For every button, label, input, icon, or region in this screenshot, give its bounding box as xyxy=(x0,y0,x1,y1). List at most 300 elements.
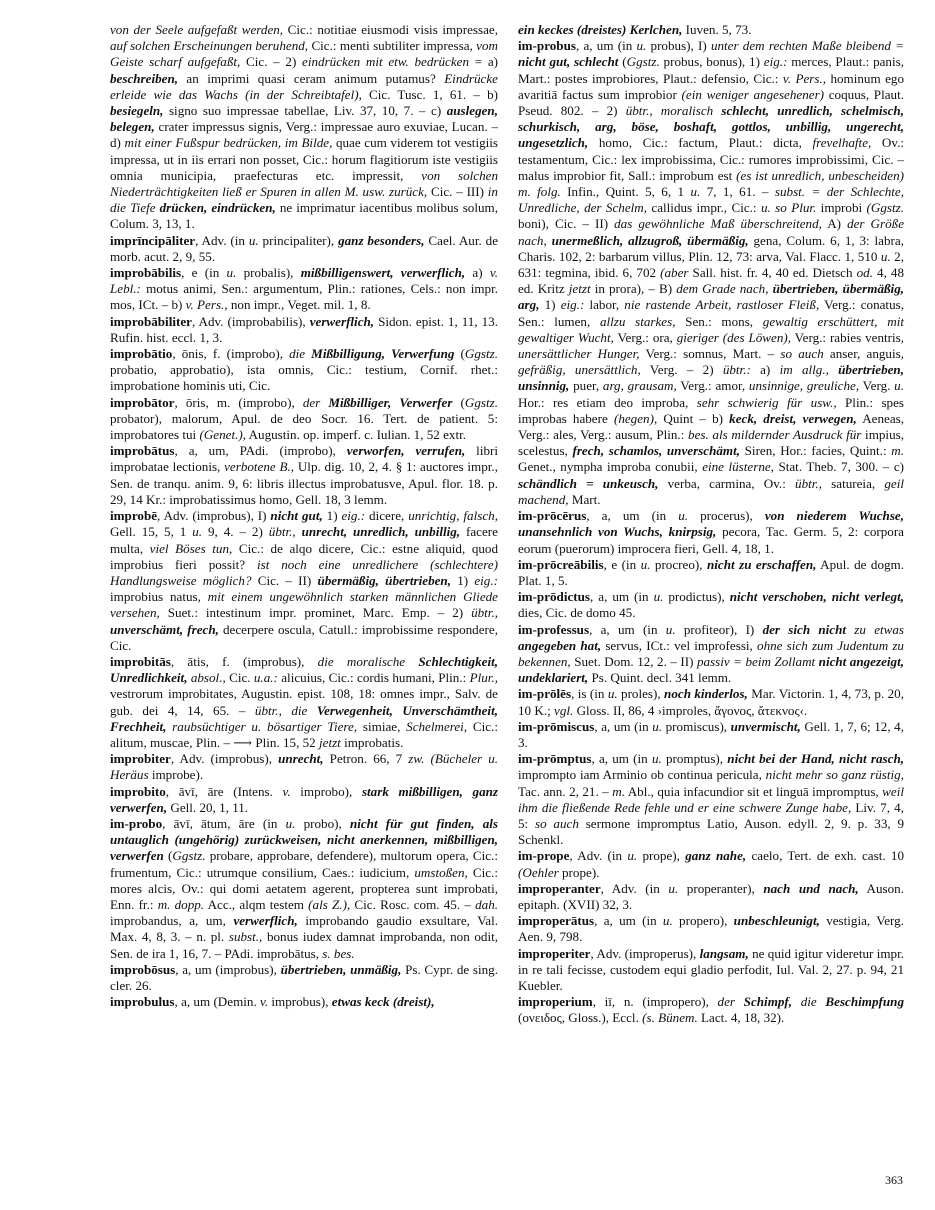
translation: verwerflich, xyxy=(233,913,298,929)
entry-text: , āvī, ātum, āre (in xyxy=(162,815,286,831)
entry-text: Liv. 7, 4, 5: xyxy=(518,799,904,831)
entry-improbabiliter xyxy=(110,314,498,346)
entry-text: callidus impr., Cic.: xyxy=(647,200,761,216)
entry-text: coquus, Plaut. Pseud. 802. – 2) xyxy=(518,86,904,119)
entry-text: probare, approbare, defendere), multorum opera, Cic.: frumentum, Cic.: utrumque consilium, Caes.: iudicium, xyxy=(110,848,498,880)
entry-improbito xyxy=(110,784,498,816)
entry-text: decerpere oscula, Catull.: improbissime respondere, Cic. xyxy=(110,621,498,653)
entry-text: ( xyxy=(452,394,465,410)
entry-text: proles), xyxy=(617,686,665,702)
translation: angegeben hat, xyxy=(518,637,602,653)
entry-text: 1) xyxy=(539,297,561,313)
entry-text: Cic. – 2) xyxy=(240,54,303,70)
entry-text: Cic. Rosc. com. 45. – xyxy=(350,896,476,912)
entry-text: Plin.: spes improbas habere xyxy=(518,394,904,426)
entry-text: Gloss. II, 86, 4 ›improles, ἄγονος, ἄτεκνος‹. xyxy=(573,702,808,718)
entry-improbitas xyxy=(110,654,498,751)
gloss: der xyxy=(717,994,736,1010)
gloss: m. xyxy=(612,783,625,799)
entry-text: Ps. Quint. decl. 341 lemm. xyxy=(588,670,732,686)
gloss: subst. = der Schlechte, Unredliche, der Schelm, xyxy=(518,184,904,216)
gloss: unrichtig, falsch, xyxy=(408,508,498,524)
entry-improbator xyxy=(110,395,498,444)
entry-text: , Adv. (improbabilis), xyxy=(191,313,310,329)
gloss: geil machend, xyxy=(518,475,904,507)
entry-text: Verg.: rabies ventris, xyxy=(791,329,904,345)
entry-text: Ulp. dig. 10, 2, 4. § 1: auctores impr., Sen. de tranqu. anim. 9, 6: libris illectus improbatusve, Apul. flor. 18. p. 29, 14 Kr.: improbatissimus homo, Gell. 18, 3 lemm. xyxy=(110,459,498,507)
entry-text: an imprimi quasi ceram animum putamus? xyxy=(178,70,445,86)
entry-text: 2, 631: tegmina, ibid. 6, 702 xyxy=(518,248,904,281)
entry-im-professus xyxy=(518,622,904,687)
gloss: übtr.: xyxy=(722,362,751,378)
headword: im-prōmptus xyxy=(518,751,592,767)
gloss: u. xyxy=(662,913,673,929)
headword: im-prope xyxy=(518,848,570,864)
gloss: die xyxy=(289,346,306,362)
entry-improperium xyxy=(518,994,904,1026)
entry-text: dicere, xyxy=(365,508,409,524)
entry-text: Mart. xyxy=(568,491,601,507)
entry-text: in prora), – B) xyxy=(590,281,677,297)
gloss: jetzt xyxy=(319,734,341,750)
translation: unverschämt, frech, xyxy=(110,621,219,637)
entry-text: ne quid igitur videretur impr. in re tali fecisse, custodem equi gladio perfodit, Iul. Val. 2, 27. p. 94, 21 Kuebler. xyxy=(518,945,904,993)
translation: nicht gut, schlecht xyxy=(518,54,619,70)
entry-text: prope). xyxy=(558,864,600,880)
headword: improbābilis xyxy=(110,265,182,281)
gloss: bes. als mildernder Ausdruck für xyxy=(688,427,862,443)
headword: improbātio xyxy=(110,346,173,362)
translation: übertrieben, übermäßig, arg, xyxy=(518,281,905,313)
entry-text: , ātis, f. (improbus), xyxy=(170,653,318,669)
gloss: mit einem ungewöhnlich starken männlichen Gliede versehen, xyxy=(110,589,498,621)
entry-text: Cic. xyxy=(225,670,254,686)
entry-text: quae cum viderem tot vestigiis impressa, ut in iis errari non posset, Cic.: horum flagitiorum iste vestigiis omnia municipia, praefecturas etc. impressit, xyxy=(110,135,499,183)
entry-text: crater impressus signis, Verg.: impressae auro exuviae, Lucan. – d) xyxy=(110,119,498,151)
entry-text: Verg.: ora, xyxy=(613,329,677,345)
translation: nicht gut, xyxy=(270,508,323,524)
entry-text: = a) xyxy=(469,54,498,70)
entry-text: Iuven. 5, 73. xyxy=(682,22,752,37)
entry-text: improbe). xyxy=(148,767,204,783)
entry-text: procreo), xyxy=(650,556,707,572)
entry-text: motus animi, Sen.: argumentum, Plin.: rationes, Cels.: non impr. mos, ICt. – b) xyxy=(110,281,498,313)
gloss: eig.: xyxy=(341,508,366,524)
gloss: u. xyxy=(894,378,904,394)
entry-text: , Adv. (improperus), xyxy=(590,945,700,961)
gloss: subst., xyxy=(228,929,263,945)
entry-text: Cic.: mores alcis, Ov.: qui domi aetatem agerent, propterea sunt improbati, Enn. fr.: xyxy=(110,864,498,912)
gloss: vgl. xyxy=(554,702,574,718)
entry-text: libri improbatae lectionis, xyxy=(110,443,498,475)
entry-continued xyxy=(518,22,904,38)
gloss: (Genet.), xyxy=(199,427,247,443)
gloss: Schelmerei, xyxy=(406,718,468,734)
headword: improbābiliter xyxy=(110,313,192,329)
entry-text: boni), Cic. – II) xyxy=(518,216,615,232)
entry-text: 4, 48 ed. Kritz xyxy=(518,265,905,297)
headword: improperanter xyxy=(518,880,601,896)
entry-im-prope xyxy=(518,848,904,880)
entry-text: Petron. 66, 7 xyxy=(323,751,409,767)
entry-text: 7, 1, 61. – xyxy=(700,184,775,200)
headword: improperiter xyxy=(518,945,591,961)
entry-improbe xyxy=(110,508,498,654)
entry-text: profiteor), I) xyxy=(675,621,763,637)
gloss: Ggstz. xyxy=(626,54,660,70)
entry-improbiter xyxy=(110,751,498,783)
translation: verwerflich, xyxy=(309,313,375,329)
entry-text: Sen.: mons, xyxy=(675,313,763,329)
translation: nicht angezeigt, undeklariert, xyxy=(518,653,905,686)
gloss: in die Tiefe xyxy=(110,184,498,216)
entry-text: , e (in xyxy=(181,265,227,281)
entry-text: , a, um (in xyxy=(575,38,637,54)
headword: improbito xyxy=(110,783,166,799)
entry-text: vestrorum improbitates, Augustin. epist. 108, 18: omnes impr., Salv. de gub. dei 4, 14, 65. – xyxy=(110,686,498,718)
gloss: u. xyxy=(653,589,664,605)
gloss: s. bes. xyxy=(322,945,355,961)
entry-text: Acc., alqm testem xyxy=(204,896,309,912)
entry-text: merces, Plaut.: panis, Mart.: postes improbiores, Plaut.: defensio, Cic.: xyxy=(518,54,904,86)
headword: im-prōcērus xyxy=(518,508,587,524)
translation: ganz besonders, xyxy=(338,232,425,248)
headword: im-prōmiscus xyxy=(518,718,595,734)
gloss: Ggstz. xyxy=(464,394,499,410)
gloss: u. xyxy=(665,621,676,637)
gloss: nicht mehr so ganz rüstig, xyxy=(765,767,904,783)
entry-text: principaliter), xyxy=(258,232,339,248)
entry-text: (ονειδος, Gloss.), Eccl. xyxy=(518,1010,643,1026)
gloss: von solchen Niederträchtigkeiten ließ er Spuren in allen M. usw. zurück, xyxy=(110,167,498,200)
gloss: od. xyxy=(856,265,873,281)
gloss: (Ggstz. xyxy=(866,200,905,216)
gloss: das gewöhnliche Maß überschreitend, xyxy=(614,216,822,232)
entry-im-procreabilis xyxy=(518,557,904,589)
translation: langsam, xyxy=(699,945,749,961)
entry-text: , a, um (in xyxy=(594,913,663,929)
gloss: auf solchen Erscheinungen beruhend, xyxy=(110,38,309,54)
entry-text: , e (in xyxy=(603,556,641,572)
entry-text: improbando gaudio exsultare, Val. Max. 4, 8, 3. – n. pl. xyxy=(110,913,499,945)
entry-text: imprompto iam Arminio ob continua pericula, xyxy=(518,767,766,783)
translation: ein keckes (dreistes) Kerlchen, xyxy=(518,22,683,37)
headword: improbulus xyxy=(110,994,175,1010)
gloss: eindrücken mit etw. bedrücken xyxy=(302,54,470,70)
translation: Schlechtigkeit, Unredlichkeit, xyxy=(110,653,498,686)
entry-text: Siren, Hor.: facies, Quint.: xyxy=(740,443,892,459)
entry-text: pecora, Tac. Germ. 5, 2: corpora eorum (puerorum) improcera fieri, Gell. 4, 18, 1. xyxy=(518,524,904,556)
entry-text: Cic.: de alqo dicere, Cic.: estne aliquid, quod improbius fieri possit? xyxy=(110,540,499,572)
entry-text: vestigia, Verg. Aen. 9, 798. xyxy=(518,913,904,945)
gloss: ist noch eine unredlichere (schlechtere) Handlungsweise möglich? xyxy=(110,556,498,588)
translation: unbeschleunigt, xyxy=(733,913,820,929)
entry-text: , Adv. (improbus), I) xyxy=(157,508,271,524)
gloss: raubsüchtiger u. bösartiger Tiere, xyxy=(166,718,358,734)
entry-im-promiscus xyxy=(518,719,904,751)
gloss: v. xyxy=(260,994,269,1010)
entry-text: caelo, Tert. de exh. cast. 10 xyxy=(746,848,904,864)
entry-text: signo suo impressae tabellae, Liv. 37, 10, 7. – c) xyxy=(163,103,447,119)
gloss: gieriger (des Löwen), xyxy=(676,329,792,345)
headword: improbitās xyxy=(110,653,171,669)
gloss: weil ihm die fließende Rede fehle und er eine schwere Zunge habe, xyxy=(518,783,904,815)
entry-text: Cic. – III) xyxy=(427,184,488,200)
gloss: u. xyxy=(607,686,618,702)
gloss: gefräßig, unersättlich, xyxy=(518,362,641,378)
entry-text: satureia, xyxy=(821,475,885,491)
translation: schlecht, unredlich, schelmisch, schurkisch, arg, böse, boshaft, gottlos, unbillig, ungerecht, ungesetzlich, xyxy=(518,103,904,151)
entry-improbosus xyxy=(110,962,498,994)
entry-text: Cic.: alitum, muscae, Plin. – ⟶ Plin. 15, 52 xyxy=(110,718,498,750)
entry-text: ( xyxy=(454,346,465,362)
gloss: (als Z.), xyxy=(308,896,351,912)
headword: improbiter xyxy=(110,751,171,767)
entry-text: Mar. Victorin. 1, 4, 73, p. 20, 10 K.; xyxy=(518,686,904,718)
entry-text: probalis), xyxy=(236,265,301,281)
entry-text: improbius natus, xyxy=(110,589,208,605)
translation: mißbilligenswert, verwerflich, xyxy=(300,265,466,281)
entry-text: Abl., quia infacundior sit et linguā impromptus, xyxy=(624,783,883,799)
translation: von niederem Wuchse, unansehnlich von Wuchs, knirpsig, xyxy=(518,508,905,540)
gloss: unter dem rechten Maße bleibend = xyxy=(710,38,904,54)
entry-text: Hor.: res etiam deo improba, xyxy=(518,394,697,410)
translation: unvermischt, xyxy=(730,718,801,734)
headword: imprīncipāliter xyxy=(110,232,196,248)
entry-text: promiscus), xyxy=(662,718,731,734)
entry-im-probo xyxy=(110,816,498,962)
gloss: übtr., xyxy=(268,524,296,540)
gloss: (es ist unredlich, unbescheiden) m. folg. xyxy=(518,167,904,200)
gloss: frevelhafte, xyxy=(812,135,872,151)
entry-text: Verg. – 2) xyxy=(640,362,723,378)
entry-continued xyxy=(110,22,498,233)
entry-text: 9, 4. – 2) xyxy=(202,524,269,540)
headword: im-probus xyxy=(518,38,576,54)
entry-text: Gell. 20, 1, 11. xyxy=(167,799,249,815)
gloss: u. xyxy=(248,232,259,248)
entry-im-prodictus xyxy=(518,589,904,621)
gloss: der Größe nach, xyxy=(518,216,905,248)
gloss: (hegen), xyxy=(613,410,658,426)
translation: frech, schamlos, unverschämt, xyxy=(572,443,740,459)
entry-text: prodictus), xyxy=(663,589,730,605)
entry-text: impius, scelestus, xyxy=(518,427,904,459)
entry-text: Augustin. op. imperf. c. Iulian. 1, 52 extr. xyxy=(246,427,467,443)
translation: unrecht, xyxy=(278,751,324,767)
entry-text: Verg. xyxy=(859,378,895,394)
gloss: umstoßen, xyxy=(414,864,468,880)
gloss: u. xyxy=(627,848,638,864)
gloss: Plur., xyxy=(469,670,498,686)
entry-improbatio xyxy=(110,346,498,395)
entry-text: 1) xyxy=(451,572,475,588)
gloss: Ggstz. xyxy=(464,346,498,362)
entry-text: promptus), xyxy=(661,751,728,767)
translation: übertrieben, unsinnig, xyxy=(518,362,904,394)
headword: improbōsus xyxy=(110,961,176,977)
translation: schändlich = unkeusch, xyxy=(518,475,659,491)
entry-im-proles xyxy=(518,686,904,718)
entry-text: probo), xyxy=(295,815,350,831)
entry-text: improbus), xyxy=(268,994,332,1010)
gloss: zw. (Bücheler u. Heräus xyxy=(110,751,499,783)
headword: im-prōlēs xyxy=(518,686,572,702)
entry-text: Suet.: intestinum impr. prominet, Marc. Emp. – 2) xyxy=(159,605,472,621)
entry-text: properanter), xyxy=(678,880,764,896)
translation: der sich nicht xyxy=(762,621,847,637)
entry-text: labor, xyxy=(584,297,625,313)
translation: nach und nach, xyxy=(763,880,859,896)
gloss: u.a.: xyxy=(253,670,278,686)
gloss: m. xyxy=(891,443,904,459)
entry-text: servus, ICt.: vel improfessi, xyxy=(601,637,758,653)
entry-text: improbi xyxy=(816,200,867,216)
gloss: nie rastende Arbeit, rastloser Fleiß, xyxy=(624,297,820,313)
entry-text: , a, um (in xyxy=(594,718,653,734)
gloss: u. xyxy=(636,38,647,54)
gloss: mit einer Fußspur bedrücken, im Bilde, xyxy=(124,135,333,151)
gloss: so auch xyxy=(534,815,579,831)
entry-text: procerus), xyxy=(688,508,765,524)
gloss: allzu starkes, xyxy=(599,313,676,329)
gloss: von der Seele aufgefaßt werden, xyxy=(110,22,284,37)
translation: verworfen, verrufen, xyxy=(346,443,466,459)
gloss: m. dopp. xyxy=(157,896,205,912)
entry-improbatus xyxy=(110,443,498,508)
entry-text: gena, Colum. 6, 1, 3: labra, Charis. 102, 2: barbarum villus, Plin. 12, 73: arva, Val. Flacc. 1, 510 xyxy=(518,232,904,264)
entry-text: simiae, xyxy=(357,718,407,734)
translation: noch kinderlos, xyxy=(664,686,748,702)
entry-text: , Adv. (improbus), xyxy=(170,751,279,767)
gloss: u. so Plur. xyxy=(760,200,817,216)
headword: improperium xyxy=(518,994,593,1010)
gloss: sehr schwierig für usw., xyxy=(696,394,837,410)
gloss: vom Geiste scharf aufgefaßt, xyxy=(110,38,498,70)
gloss: gewaltig erschüttert, mit gewaltiger Wucht, xyxy=(518,313,904,345)
gloss: u. xyxy=(690,184,701,200)
entry-text: Cic.: notitiae eiusmodi visis impressae, xyxy=(283,22,498,37)
entry-text: Cael. Aur. de morb. acut. 2, 9, 55. xyxy=(110,232,499,264)
gloss: die xyxy=(792,994,817,1010)
page-number: 363 xyxy=(885,1173,903,1187)
entry-text: , ōnis, f. (improbo), xyxy=(172,346,290,362)
entry-improperanter xyxy=(518,881,904,913)
entry-text: , a, um (in xyxy=(589,621,666,637)
entry-text: alicuius, Cic.: cordis humani, Plin.: xyxy=(277,670,470,686)
entry-text: probus, bonus), 1) xyxy=(659,54,764,70)
entry-text: Sidon. epist. 1, 11, 13. Rufin. hist. eccl. 1, 3. xyxy=(110,313,499,345)
translation: übertrieben, unmäßig, xyxy=(280,961,402,977)
entry-improperiter xyxy=(518,946,904,995)
entry-text: Tac. ann. 2, 21. – xyxy=(518,783,613,799)
entry-text: Suet. Dom. 12, 2. – II) xyxy=(570,653,697,669)
gloss: jetzt xyxy=(568,281,591,297)
gloss: zu etwas xyxy=(846,621,905,637)
headword: improbātus xyxy=(110,443,175,459)
entry-text: , a, um (in xyxy=(586,508,679,524)
gloss: übtr., xyxy=(471,605,498,621)
entry-text: A) xyxy=(821,216,848,232)
entry-text: a) xyxy=(750,362,780,378)
entry-text: improbatis. xyxy=(340,734,404,750)
entry-text: Ps. Cypr. de sing. cler. 26. xyxy=(110,961,498,993)
entry-text: , Adv. (in xyxy=(195,232,249,248)
gloss: unsinnige, greuliche, xyxy=(748,378,860,394)
gloss: im allg., xyxy=(779,362,829,378)
entry-text: Stat. Theb. 7, 300. – c) xyxy=(773,459,904,475)
gloss: übtr., moralisch xyxy=(625,103,714,119)
gloss: (s. Bünem. xyxy=(642,1010,698,1026)
entry-text: Aeneas, Verg.: ales, Verg.: ausum, Plin.: xyxy=(518,410,904,443)
translation: Beschimpfung xyxy=(816,994,904,1010)
entry-improbabilis xyxy=(110,265,498,314)
gloss: Ggstz. xyxy=(172,848,206,864)
gloss: u. xyxy=(678,508,689,524)
entry-text: Infin., Quint. 5, 6, 1 xyxy=(560,184,691,200)
gloss: eine lüsterne, xyxy=(702,459,774,475)
headword: improbē xyxy=(110,508,158,524)
entry-text: dies, Cic. de domo 45. xyxy=(518,605,636,621)
entry-text: , āvī, āre (Intens. xyxy=(165,783,283,799)
translation: nicht für gut finden, als untauglich (ungehörig) zurückweisen, nicht anerkennen, mißbilligen, verwerfen xyxy=(110,815,498,864)
gloss: verbotene B., xyxy=(224,459,295,475)
entry-text: , a, um (in xyxy=(590,589,654,605)
entry-text: improbandus, a, um, xyxy=(110,913,234,929)
entry-text: verba, carmina, Ov.: xyxy=(658,475,796,491)
gloss: arg, grausam, xyxy=(602,378,677,394)
gloss: übtr., xyxy=(254,702,282,718)
entry-text: facere multa, xyxy=(110,524,498,556)
gloss: v. Pers., xyxy=(782,70,826,86)
gloss: (aber xyxy=(660,265,689,281)
gloss: u. xyxy=(652,718,663,734)
headword: im-prōdictus xyxy=(518,589,591,605)
translation: Schimpf, xyxy=(735,994,793,1010)
gloss: die xyxy=(281,702,308,718)
translation: stark mißbilligen, ganz verwerfen, xyxy=(110,783,498,815)
gloss: u. xyxy=(668,880,679,896)
entry-text: sermone impromptus Latio, Auson. edyll. 2, 9. p. 33, 9 Schenkl. xyxy=(518,815,904,848)
gloss: u. xyxy=(285,815,296,831)
entry-text: , is (in xyxy=(571,686,608,702)
gloss: eig.: xyxy=(474,572,498,588)
entry-text: Gell. 1, 7, 6; 12, 4, 3. xyxy=(518,718,904,750)
entry-text: , a, um (improbus), xyxy=(175,961,281,977)
gloss: ohne sich zum Judentum zu bekennen, xyxy=(518,637,904,669)
gloss: u. xyxy=(640,556,651,572)
entry-text: hominum ego avaritiā factus sum improbior xyxy=(518,70,904,102)
translation: nicht verschoben, nicht verlegt, xyxy=(729,589,904,605)
entry-improperatus xyxy=(518,913,904,945)
gloss: Eindrücke erleide wie das Wachs (in der Schreibtafel), xyxy=(110,70,498,102)
entry-text: Auson. epitaph. (XVII) 32, 3. xyxy=(518,880,904,912)
entry-im-procerus xyxy=(518,508,904,557)
gloss: viel Böses tun, xyxy=(149,540,233,556)
entry-text: Verg.: somnus, Mart. – xyxy=(639,346,781,362)
entry-text: 1) xyxy=(322,508,342,524)
entry-text: probator), malorum, Apul. de deo Socr. 16. Tert. de patient. 5: improbatores tui xyxy=(110,410,498,443)
gloss: u. xyxy=(651,751,662,767)
gloss: dah. xyxy=(475,896,499,912)
entry-im-promptus xyxy=(518,751,904,848)
headword: im-probo xyxy=(110,815,163,831)
entry-text: Cic.: menti subtiliter impressa, xyxy=(308,38,477,54)
gloss: (Oehler xyxy=(518,864,559,880)
translation: ganz nahe, xyxy=(685,848,747,864)
entry-improbulus xyxy=(110,994,498,1010)
translation: drücken, eindrücken, xyxy=(155,200,276,216)
